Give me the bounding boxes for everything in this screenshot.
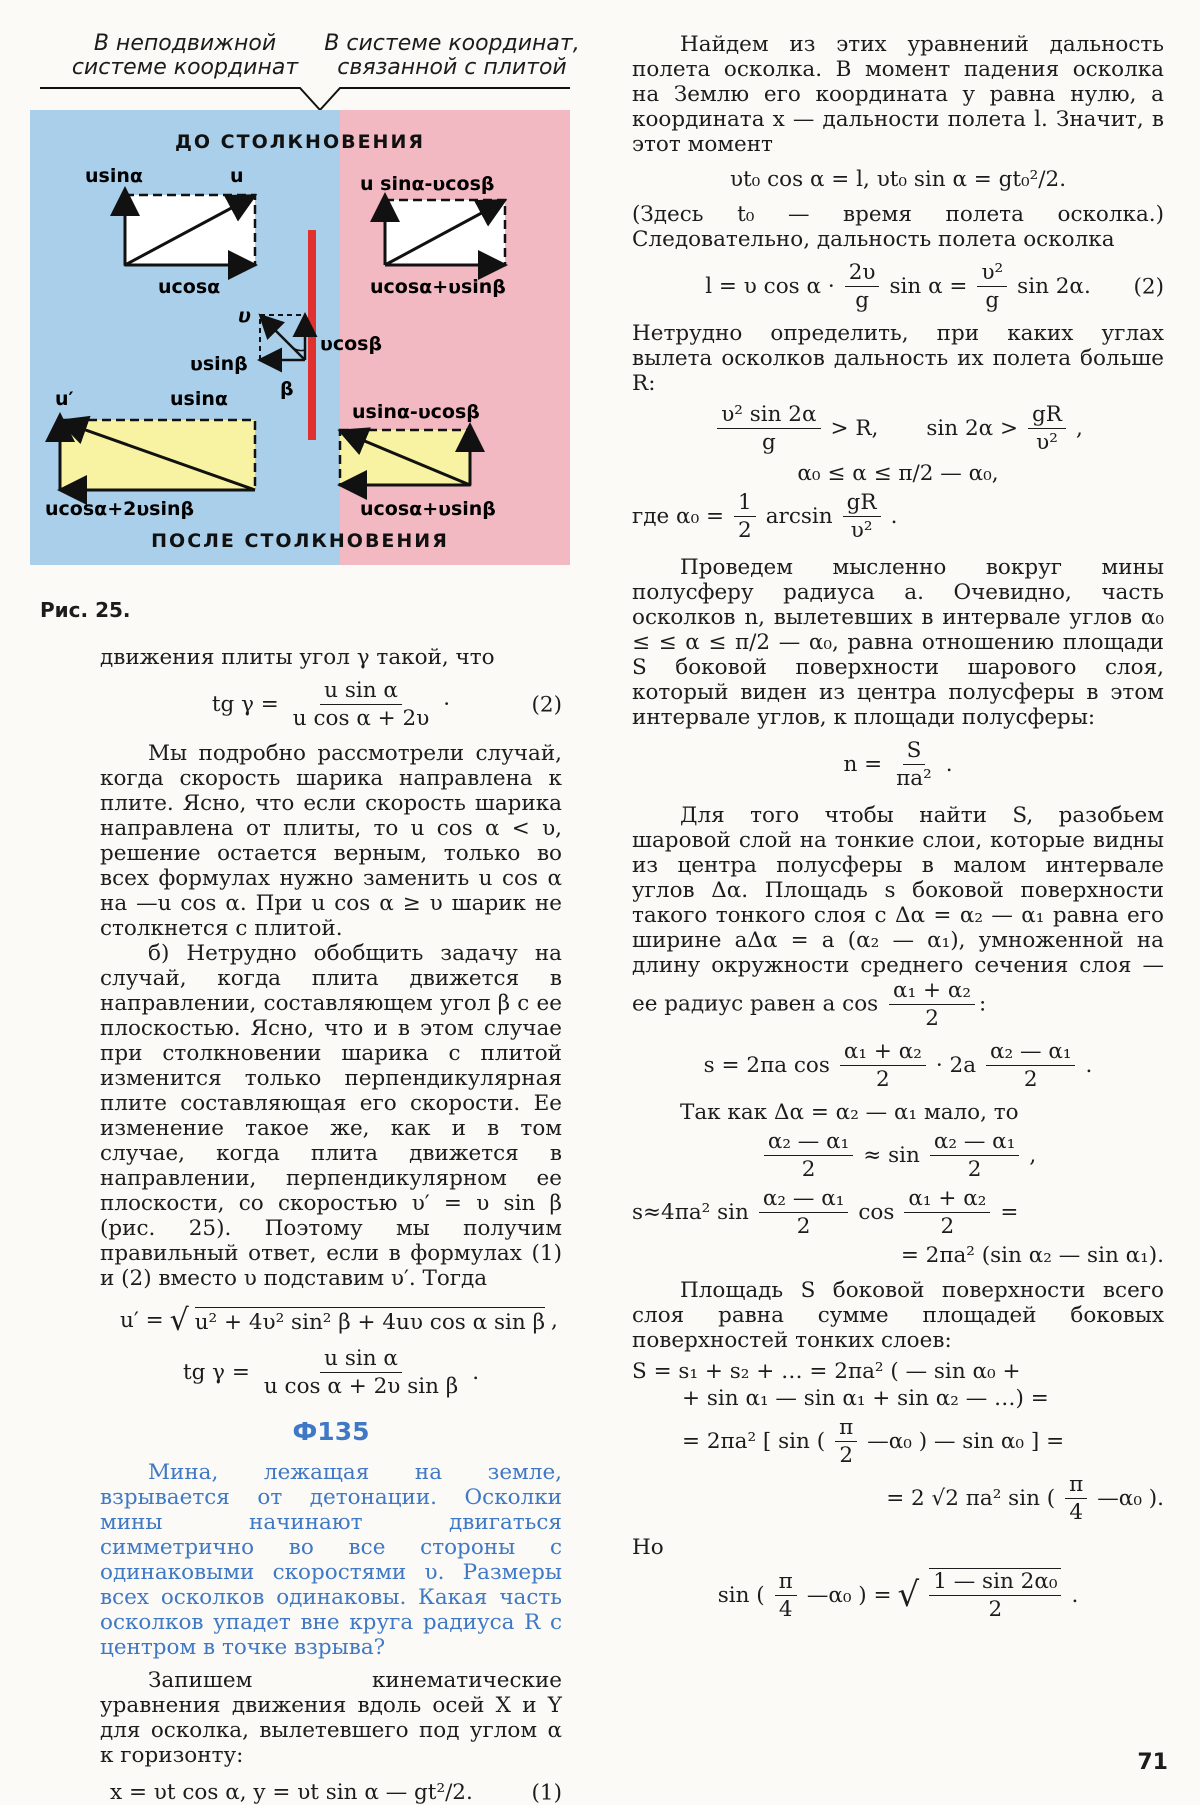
problem-heading: Ф135	[292, 1417, 370, 1446]
label-vsinb: υsinβ	[190, 353, 248, 375]
right-paragraph-8: Но	[632, 1535, 664, 1560]
equation-s-approx: s≈4πa² sin $\frac{\text{α₂ — α₁}}{2}$ cos $\frac{\text{α₁ + α₂}}{2}$ =	[632, 1186, 1019, 1239]
equation-s: s = 2πa cos $\frac{\text{α₁ + α₂}}{2}$ · 2a $\frac{\text{α₂ — α₁}}{2}$ .	[703, 1039, 1093, 1092]
right-paragraph-5: Для того чтобы найти S, разобьем шаровой слой на тонкие слои, которые видны из центра полусферы в малом интервале углов Δα. Площадь s боковой поверхности такого тонкого слоя с Δα = α₂ — α₁ равна его ширине aΔα = a (α₂ — α₁), умноженной на длину окружности среднего сечения слоя — ее радиус равен a cos $\frac{\text{α₁ + α₂}}{2}$ :	[632, 803, 1164, 1031]
label-usina-top: usinα	[85, 165, 143, 187]
equation-flight-time: υt₀ cos α = l, υt₀ sin α = gt₀²/2.	[729, 167, 1067, 192]
right-paragraph-6: Так как Δα = α₂ — α₁ мало, то	[680, 1100, 1019, 1125]
label-ucosa-top: ucosα	[158, 276, 221, 298]
equation-range: l = υ cos α · $\frac{2\upsilon}{g}$ sin α = $\frac{\text{υ²}}{g}$ sin 2α. (2)	[705, 260, 1164, 313]
left-paragraph-2: Мы подробно рассмотрели случай, когда скорость шарика направлена к плите. Ясно, что если скорость шарика направлена от плиты, то u cos α < υ, решение остается верным, только во всех формулах нужно заменить u cos α на —u cos α. При u cos α ≥ υ шарик не столкнется с плитой.	[100, 741, 562, 941]
equation-S-line2: + sin α₁ — sin α₁ + sin α₂ — …) =	[682, 1386, 1049, 1411]
right-paragraph-3: Нетрудно определить, при каких углах вылета осколков дальность их полета больше R:	[632, 321, 1164, 396]
label-u-top: u	[230, 165, 244, 187]
label-ucosa-plus-vsinb-top: ucosα+υsinβ	[370, 276, 506, 298]
figure-header-left: В неподвижной системе координат	[71, 31, 299, 80]
right-paragraph-7: Площадь S боковой поверхности всего слоя равна сумме площадей боковых поверхностей тонких слоев:	[632, 1278, 1164, 1353]
bottom-label: ПОСЛЕ СТОЛКНОВЕНИЯ	[151, 530, 449, 552]
left-paragraph-1: движения плиты угол γ такой, что	[100, 645, 495, 670]
top-label: ДО СТОЛКНОВЕНИЯ	[174, 131, 426, 153]
equation-S-line4: = 2 √2 πa² sin ( $\frac{\pi}{4}$ —α₀ ).	[886, 1472, 1164, 1525]
equation-n: n = $\frac{S}{\text{πa²}}$ .	[843, 738, 953, 791]
header-brace-right	[320, 88, 570, 110]
header-brace-left	[40, 88, 320, 110]
label-usina-minus-vcosb-bottom: usinα-υcosβ	[352, 401, 480, 423]
right-column	[632, 32, 1164, 1630]
right-paragraph-4: Проведем мысленно вокруг мины полусферу радиуса a. Очевидно, часть осколков n, вылетевших в интервале углов α₀ ≤ ≤ α ≤ π/2 — α₀, равна отношению площади S боковой поверхности шарового слоя, который виден из центра полусферы в этом интервале углов, к площади полусферы:	[632, 555, 1164, 730]
equation-S-line3: = 2πa² [ sin ( $\frac{\pi}{2}$ —α₀ ) — sin α₀ ] =	[682, 1415, 1065, 1468]
equation-range-condition: $\frac{\text{υ² sin 2α}}{g}$ > R, sin 2α > $\frac{gR}{\text{υ²}}$ ,	[632, 402, 1164, 455]
equation-tg-gamma-1: tg γ = $\frac{\text{u sin α}}{\text{u cos α + 2υ}}$ · (2)	[211, 678, 562, 731]
blue-background	[30, 110, 340, 565]
equation-sin-identity: sin ( $\frac{\pi}{4}$ —α₀ ) = √ $\frac{\text{1 — sin 2α₀}}{2}$ .	[717, 1568, 1079, 1622]
figure-header-right: В системе координат, связанной с плитой	[324, 31, 580, 80]
label-ucosa-plus-2vsinb: ucosα+2υsinβ	[45, 498, 195, 520]
equation-tg-gamma-2: tg γ = $\frac{\text{u sin α}}{\text{u cos α + 2υ sin β}}$ .	[182, 1346, 480, 1399]
figure-caption: Рис. 25.	[40, 598, 131, 622]
left-column	[100, 645, 562, 1805]
equation-u-prime: u′ = √ u² + 4υ² sin² β + 4uυ cos α sin β ,	[120, 1303, 558, 1338]
plate	[308, 230, 316, 440]
equation-small-angle: $\frac{\text{α₂ — α₁}}{2}$ ≈ sin $\frac{\text{α₂ — α₁}}{2}$ ,	[632, 1129, 1164, 1182]
label-beta: β	[280, 378, 294, 400]
right-paragraph-1: Найдем из этих уравнений дальность полета осколка. В момент падения осколка на Землю его координата y равна нулю, а координата x — дальности полета l. Значит, в этот момент	[632, 32, 1164, 157]
label-vcosb: υcosβ	[320, 333, 383, 355]
label-usina-bottom: usinα	[170, 388, 228, 410]
left-paragraph-4: Запишем кинематические уравнения движения вдоль осей X и Y для осколка, вылетевшего под углом α к горизонту:	[100, 1668, 562, 1768]
label-usina-minus-vcosb-top: u sinα-υcosβ	[360, 173, 495, 195]
right-paragraph-2: (Здесь t₀ — время полета осколка.) Следовательно, дальность полета осколка	[632, 202, 1164, 252]
label-v: υ	[238, 305, 251, 327]
equation-s-result: = 2πa² (sin α₂ — sin α₁).	[900, 1243, 1164, 1268]
problem-statement: Мина, лежащая на земле, взрывается от детонации. Осколки мины начинают двигаться симметрично во все стороны с одинаковыми скоростями υ. Размеры всех осколков одинаковы. Какая часть осколков упадет вне круга радиуса R с центром в точке взрыва?	[100, 1460, 562, 1660]
equation-angle-range: α₀ ≤ α ≤ π/2 — α₀,	[797, 461, 999, 486]
left-paragraph-3: б) Нетрудно обобщить задачу на случай, когда плита движется в направлении, составляющем угол β с ее плоскостью. Ясно, что и в этом случае при столкновении шарика с плитой изменится только перпендикулярная плите составляющая его скорости. Ее изменение такое же, как и в том случае, когда плита движется в направлении, перпендикулярном ее плоскости, со скоростью υ′ = υ sin β (рис. 25). Поэтому мы получим правильный ответ, если в формулах (1) и (2) вместо υ подставим υ′. Тогда	[100, 941, 562, 1291]
equation-alpha0: где α₀ = $\frac{1}{2}$ arcsin $\frac{gR}{\text{υ²}}$ .	[632, 490, 898, 543]
page-number: 71	[1137, 1750, 1168, 1775]
figure-25	[30, 60, 570, 580]
equation-S-line1: S = s₁ + s₂ + … = 2πa² ( — sin α₀ +	[632, 1359, 1021, 1384]
label-ucosa-plus-vsinb-bottom: ucosα+υsinβ	[360, 498, 496, 520]
label-u-prime: u′	[55, 388, 74, 410]
equation-xy: x = υt cos α, y = υt sin α — gt²/2. (1)	[110, 1780, 562, 1805]
